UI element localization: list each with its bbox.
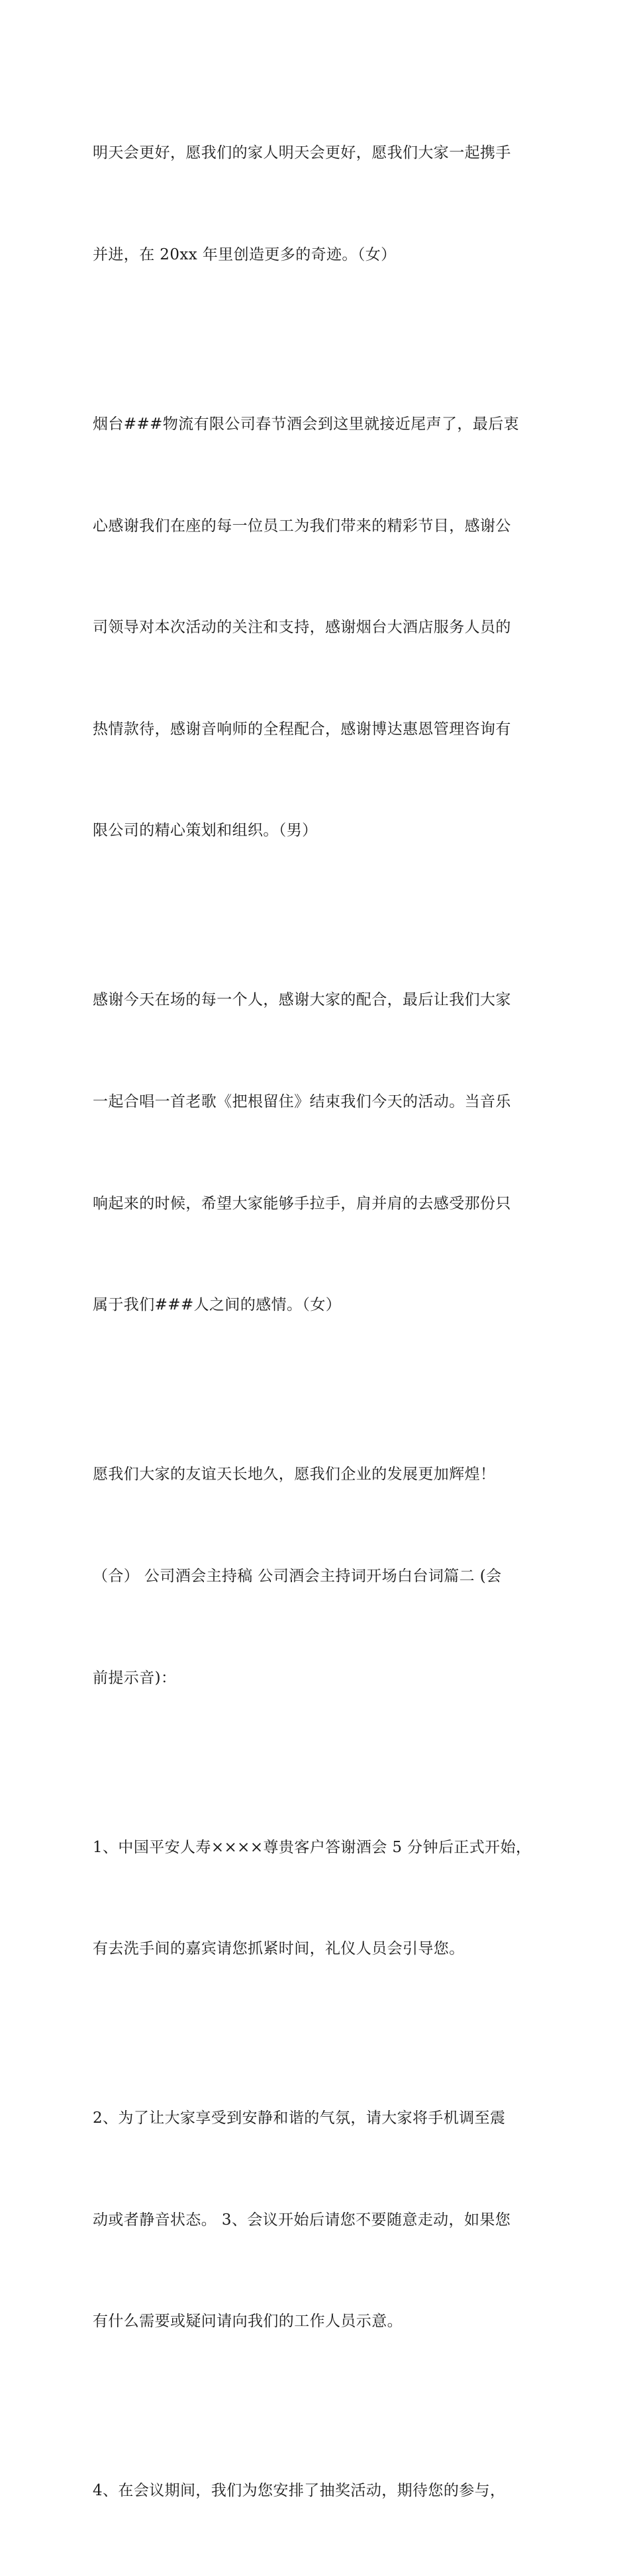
paragraph-notice-4: [93, 2407, 543, 2576]
text-line: 感谢今天在场的每一个人，感谢大家的配合，最后让我们大家: [93, 991, 511, 1009]
text-line: 1、中国平安人寿××××尊贵客户答谢酒会 5 分钟后正式开始，: [93, 1838, 532, 1856]
text-line: 司领导对本次活动的关注和支持，感谢烟台大酒店服务人员的: [93, 619, 511, 637]
paragraph-notice-1: [93, 1763, 543, 2034]
paragraph-thanks-female: [93, 916, 543, 1390]
paragraph-closing-wish: [93, 69, 543, 340]
text-line: 4、在会议期间，我们为您安排了抽奖活动，期待您的参与，: [93, 2482, 506, 2500]
text-line: 2、为了让大家享受到安静和谐的气氛，请大家将手机调至震: [93, 2110, 506, 2127]
paragraph-thanks-male: [93, 340, 543, 916]
text-line: 愿我们大家的友谊天长地久，愿我们企业的发展更加辉煌！: [93, 1466, 496, 1484]
text-line: （合） 公司酒会主持稿 公司酒会主持词开场白台词篇二 (会: [93, 1567, 502, 1585]
text-line: 明天会更好，愿我们的家人明天会更好，愿我们大家一起携手: [93, 144, 511, 162]
text-line: 心感谢我们在座的每一位员工为我们带来的精彩节目，感谢公: [93, 517, 511, 535]
document-body: [93, 69, 543, 2576]
text-line: 属于我们###人之间的感情。（女）: [93, 1296, 342, 1314]
text-line: 响起来的时候，希望大家能够手拉手，肩并肩的去感受那份只: [93, 1194, 511, 1212]
text-line: 动或者静音状态。 3、会议开始后请您不要随意走动，如果您: [93, 2211, 511, 2229]
paragraph-notice-2-3: [93, 2034, 543, 2407]
text-line: 有去洗手间的嘉宾请您抓紧时间，礼仪人员会引导您。: [93, 1940, 465, 1958]
text-line: 一起合唱一首老歌《把根留住》结束我们今天的活动。当音乐: [93, 1093, 511, 1111]
text-line: 热情款待，感谢音响师的全程配合，感谢博达惠恩管理咨询有: [93, 720, 511, 738]
text-line: 有什么需要或疑问请向我们的工作人员示意。: [93, 2313, 403, 2331]
text-line: 并进，在 20xx 年里创造更多的奇迹。（女）: [93, 246, 397, 264]
paragraph-joint-closing: [93, 1390, 543, 1763]
text-line: 烟台###物流有限公司春节酒会到这里就接近尾声了，最后衷: [93, 416, 520, 433]
text-line: 限公司的精心策划和组织。（男）: [93, 822, 318, 840]
text-line: 前提示音)：: [93, 1669, 177, 1687]
